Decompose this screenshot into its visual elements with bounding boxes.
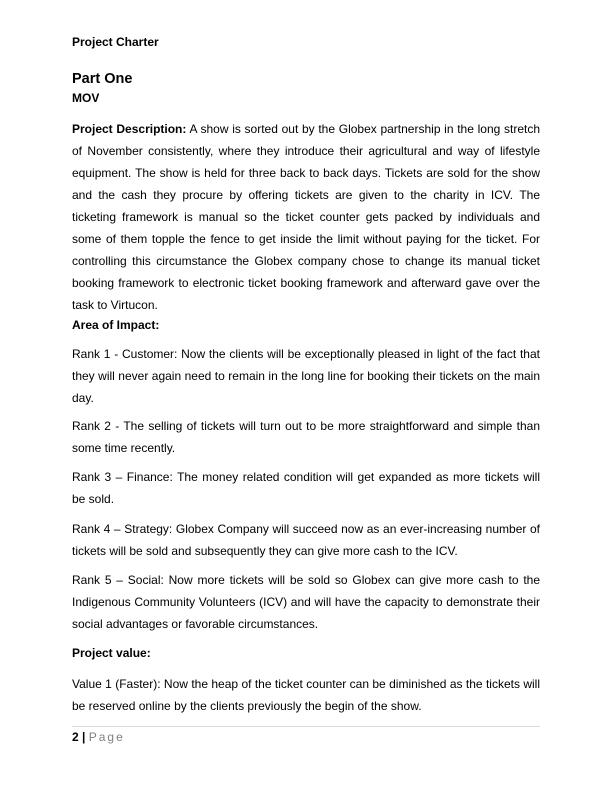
footer-page-word: Page (88, 730, 125, 744)
impact-rank-4: Rank 4 – Strategy: Globex Company will succeed now as an ever-increasing number of tickets will be sold and subsequently they can give more cash to the ICV. (72, 522, 540, 558)
project-description-paragraph (72, 118, 540, 316)
part-subtitle: MOV (72, 91, 100, 105)
page-footer (72, 726, 540, 744)
part-title: Part One (72, 71, 133, 87)
footer-page-number: 2 (72, 730, 79, 744)
project-value-item: Value 1 (Faster): Now the heap of the ticket counter can be diminished as the tickets will be reserved online by the clients previously the begin of the show. (72, 677, 540, 713)
project-description-text: A show is sorted out by the Globex partnership in the long stretch of November consistently, where they introduce their agricultural and way of lifestyle equipment. The show is held for three back to back days. Tickets are sold for the show and the cash they procure by offering tickets are given to the charity in ICV. The ticketing framework is manual so the ticket counter gets packed by individuals and some of them topple the fence to get inside the limit without paying for the ticket. For controlling this circumstance the Globex company chose to change its manual ticket booking framework to electronic ticket booking framework and afterward gave over the task to Virtucon. (72, 122, 540, 312)
footer-separator: | (82, 730, 86, 744)
project-description-label: Project Description: (72, 122, 187, 136)
document-header-title: Project Charter (72, 35, 159, 49)
project-value-heading: Project value: (72, 646, 151, 660)
impact-rank-5: Rank 5 – Social: Now more tickets will be sold so Globex can give more cash to the Indigenous Community Volunteers (ICV) and will have the capacity to demonstrate their social advantages or favorable circumstances. (72, 573, 540, 631)
area-of-impact-heading: Area of Impact: (72, 318, 160, 332)
impact-rank-1: Rank 1 - Customer: Now the clients will be exceptionally pleased in light of the fact that they will never again need to remain in the long line for booking their tickets on the main day. (72, 347, 540, 405)
impact-rank-2: Rank 2 - The selling of tickets will turn out to be more straightforward and simple than some time recently. (72, 419, 540, 455)
impact-rank-3: Rank 3 – Finance: The money related condition will get expanded as more tickets will be sold. (72, 470, 540, 506)
